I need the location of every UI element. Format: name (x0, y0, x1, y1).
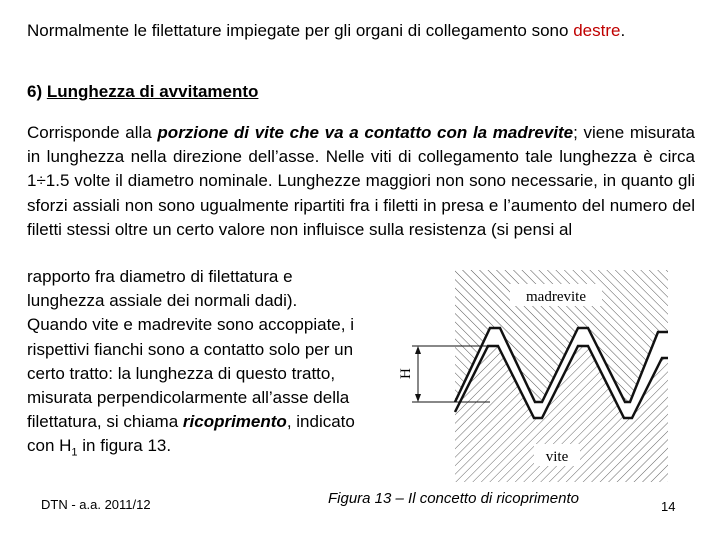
paragraph-lead: Corrisponde alla (27, 123, 158, 142)
label-vite: vite (545, 449, 569, 465)
dimension-arrow-bottom (415, 394, 421, 402)
section-title: Lunghezza di avvitamento (46, 82, 259, 101)
dimension-arrow-top (415, 346, 421, 354)
paragraph-definition: porzione di vite che va a contatto con la madrevite (157, 123, 574, 142)
paragraph-body-end: , indicato con H (27, 412, 355, 456)
section-number: 6) (27, 82, 47, 101)
paragraph-subscript: 1 (71, 446, 78, 459)
paragraph-body-wide: ; viene misurata in lunghezza nella direzione dell’asse. Nelle viti di collegamento tale lunghezza è circa 1÷1.5 volte il diametro nominale. Lunghezze maggiori non sono necessarie, in quanto gli sforzi assiali non sono ugualmente ripartiti fra i filetti in presa e l’aumento del numero del filetti stessi oltre un certo valore non influisce sulla resistenza (si pensi al (27, 123, 695, 239)
paragraph-tail: in figura 13. (77, 436, 172, 456)
paragraph-body-narrow: rapporto fra diametro di filettatura e lunghezza assiale dei normali dadi). Quando vite e madrevite sono accoppiate, i rispettivi fianchi sono a contatto solo per un certo tratto: la lunghezza di questo tratto, misurata perpendicolarmente all’asse della filettatura, si chiama (27, 267, 354, 432)
intro-emphasis: destre (573, 21, 621, 40)
dimension-label: H (398, 368, 414, 379)
section-heading (27, 82, 258, 102)
paragraph-wide (27, 121, 695, 242)
intro-text (27, 20, 697, 42)
page-number: 14 (661, 499, 676, 514)
intro-before: Normalmente le filettature impiegate per gli organi di collegamento sono (27, 21, 574, 40)
label-madrevite: madrevite (526, 289, 586, 305)
intro-after: . (620, 21, 626, 40)
footer-course: DTN - a.a. 2011/12 (41, 497, 151, 512)
figure-caption: Figura 13 – Il concetto di ricoprimento (328, 490, 579, 507)
paragraph-term: ricoprimento (182, 412, 287, 432)
thread-figure (370, 262, 670, 484)
paragraph-narrow (27, 265, 362, 465)
thread-diagram (370, 262, 670, 484)
